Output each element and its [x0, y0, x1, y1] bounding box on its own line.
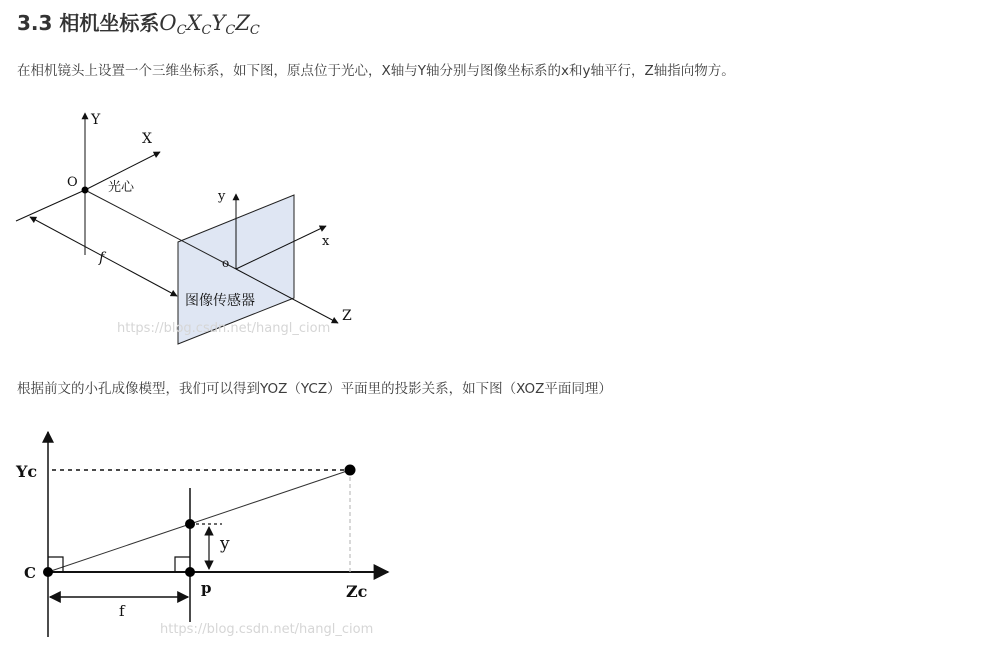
label-p: p: [201, 579, 212, 597]
point-p: [185, 567, 195, 577]
watermark-figure-2: https://blog.csdn.net/hangl_ciom: [160, 622, 374, 637]
label-O: O: [67, 175, 78, 190]
title-math-y-c: $Y_C$: [211, 11, 236, 38]
point-c: [43, 567, 53, 577]
title-math-x-c: $X_C$: [186, 11, 212, 38]
label-image-sensor: 图像传感器: [185, 293, 255, 309]
label-Y: Y: [91, 112, 101, 128]
projection-diagram: [0, 0, 420, 651]
title-math-o-c: $O_C$: [159, 11, 187, 38]
label-X: X: [142, 131, 152, 147]
label-y: y: [220, 534, 230, 554]
label-optical-center: 光心: [108, 180, 135, 195]
section-title-text: 3.3 相机坐标系: [17, 11, 160, 35]
label-image-y: y: [218, 189, 226, 204]
projection-ray: [48, 470, 350, 572]
watermark-figure-1: https://blog.csdn.net/hangl_ciom: [117, 321, 331, 336]
paragraph-camera-coords: 在相机镜头上设置一个三维坐标系，如下图，原点位于光心，X轴与Y轴分别与图像坐标系的x和y轴平行，Z轴指向物方。: [17, 63, 735, 79]
title-math-z-c: $Z_C$: [235, 11, 260, 38]
label-f: f: [119, 602, 125, 620]
label-focal-f: f: [99, 250, 105, 266]
label-yc: Yc: [16, 462, 38, 481]
label-image-o: o: [222, 256, 230, 270]
object-point: [345, 465, 356, 476]
label-Z: Z: [342, 308, 352, 324]
label-zc: Zc: [346, 582, 368, 601]
label-image-x: x: [322, 234, 330, 249]
label-c: C: [24, 564, 36, 582]
image-point: [185, 519, 195, 529]
paragraph-pinhole-projection: 根据前文的小孔成像模型，我们可以得到YOZ（YCZ）平面里的投影关系，如下图（XOZ平面同理）: [17, 381, 612, 397]
